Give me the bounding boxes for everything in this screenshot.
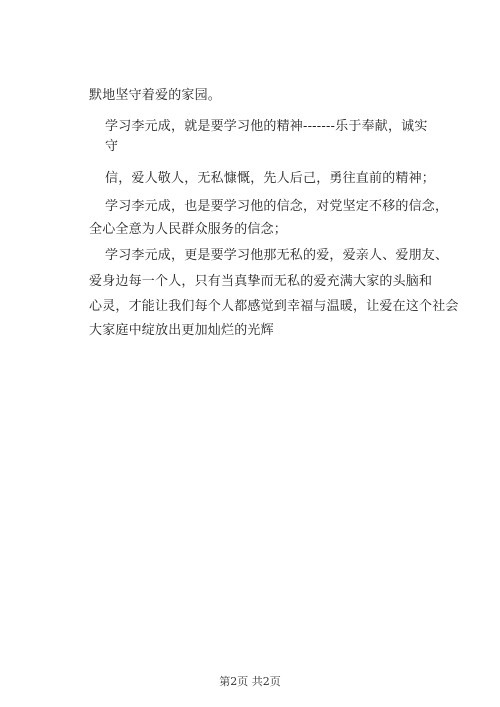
page-footer: 第2页 共2页 (219, 675, 281, 688)
body-line-5: 学习李元成，也是要学习他的信念，对党坚定不移的信念， (105, 199, 449, 214)
body-line-1: 默地坚守着爱的家园。 (89, 88, 222, 103)
body-line-8: 爱身边每一个人，只有当真挚而无私的爱充满大家的头脑和 (89, 274, 433, 289)
body-line-6: 全心全意为人民群众服务的信念； (89, 222, 288, 237)
body-line-2: 学习李元成，就是要学习他的精神-------乐于奉献，诚实 (105, 119, 428, 134)
body-line-3: 守 (105, 139, 119, 154)
body-line-10: 大家庭中绽放出更加灿烂的光辉 (89, 323, 274, 338)
body-line-4: 信，爱人敬人，无私慷慨，先人后己，勇往直前的精神； (105, 171, 436, 186)
body-line-9: 心灵，才能让我们每个人都感觉到幸福与温暖，让爱在这个社会 (89, 299, 459, 314)
body-line-7: 学习李元成，更是要学习他那无私的爱，爱亲人、爱朋友、 (105, 248, 449, 263)
